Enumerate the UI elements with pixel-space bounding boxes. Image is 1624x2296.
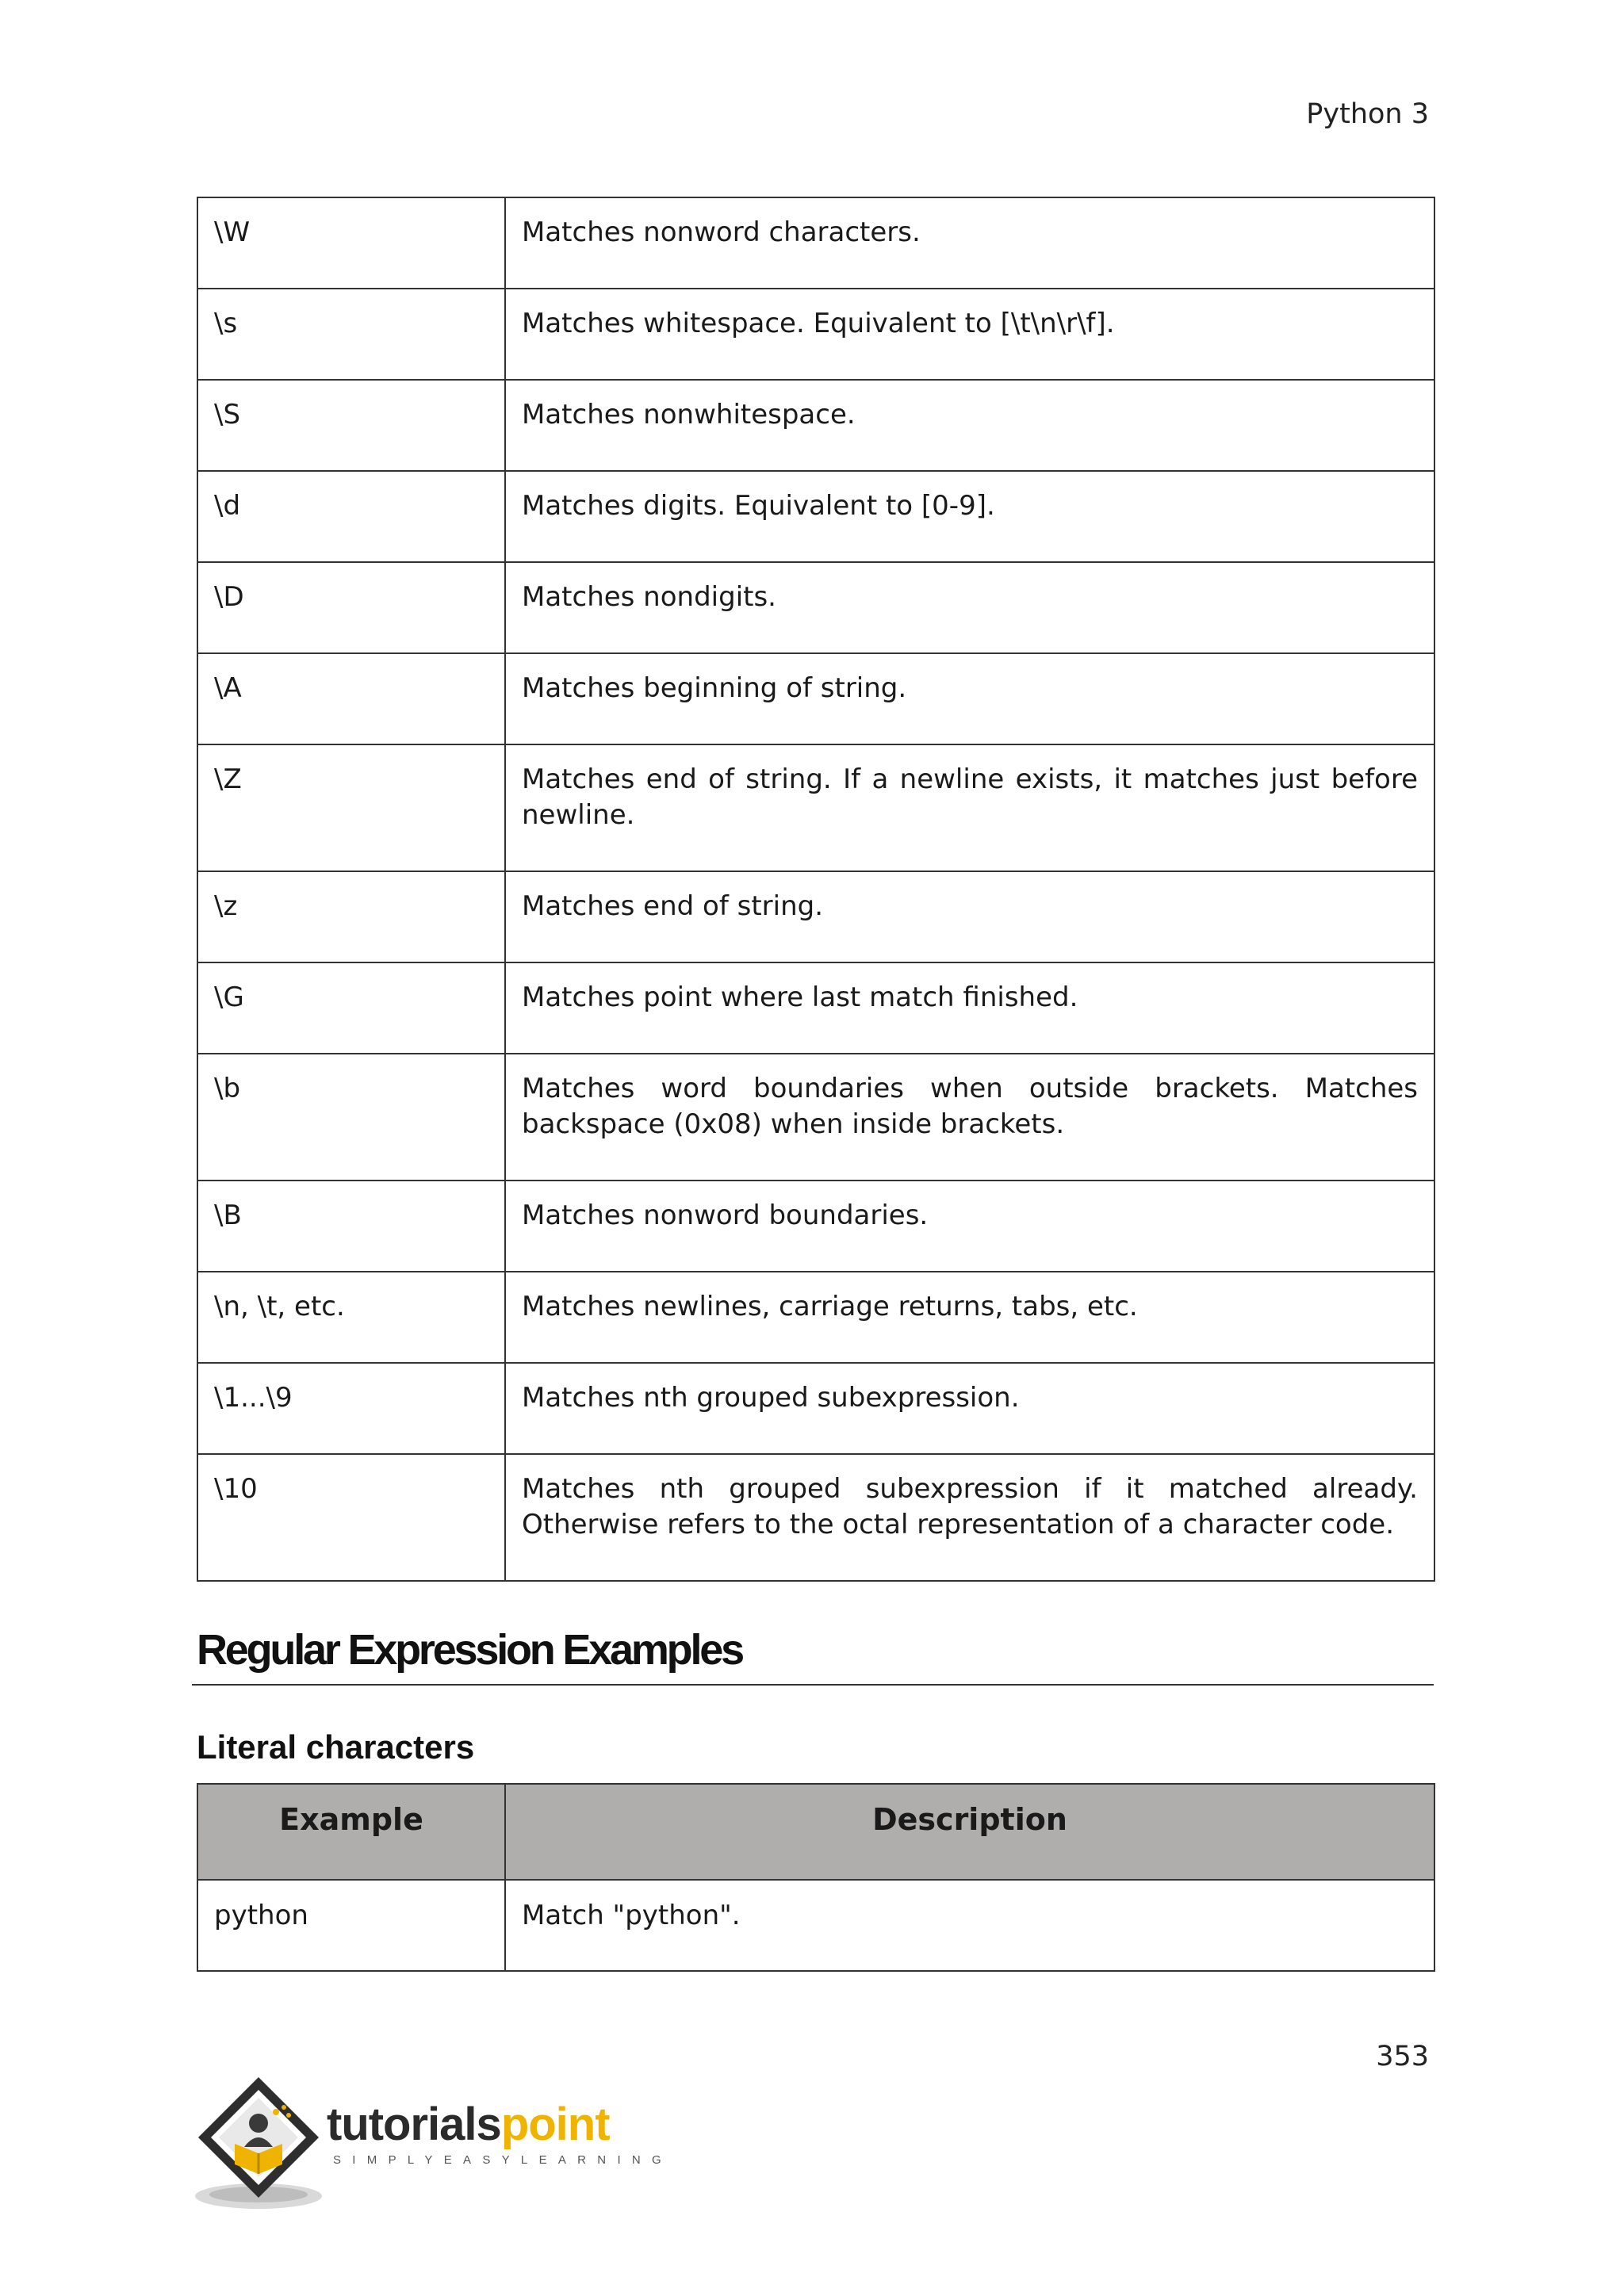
description-cell: Matches whitespace. Equivalent to [\t\n\r\f]. <box>505 289 1434 380</box>
table-row <box>197 380 1434 471</box>
description-cell: Matches nonword boundaries. <box>505 1181 1434 1272</box>
table-row <box>197 653 1434 744</box>
table-row <box>197 744 1434 871</box>
pattern-cell: \10 <box>197 1454 505 1581</box>
description-cell: Matches nonword characters. <box>505 197 1434 289</box>
description-cell: Matches nondigits. <box>505 562 1434 653</box>
pattern-cell: \B <box>197 1181 505 1272</box>
pattern-cell: \n, \t, etc. <box>197 1272 505 1363</box>
literal-characters-table <box>197 1783 1435 1972</box>
table-row <box>197 1181 1434 1272</box>
column-header-description: Description <box>505 1784 1434 1880</box>
description-cell: Matches nth grouped subexpression if it matched already. Otherwise refers to the octal representation of a character code. <box>505 1454 1434 1581</box>
subsection-heading: Literal characters <box>197 1728 475 1766</box>
logo-wordmark <box>327 2101 610 2149</box>
pattern-cell: \s <box>197 289 505 380</box>
logo-word-tutorials: tutorials <box>327 2099 501 2150</box>
description-cell: Matches nth grouped subexpression. <box>505 1363 1434 1454</box>
example-cell: python <box>197 1880 505 1971</box>
pattern-cell: \d <box>197 471 505 562</box>
table-row <box>197 962 1434 1054</box>
table-row <box>197 1272 1434 1363</box>
table-row <box>197 1363 1434 1454</box>
description-cell: Matches word boundaries when outside brackets. Matches backspace (0x08) when inside brackets. <box>505 1054 1434 1181</box>
table-row <box>197 289 1434 380</box>
table-row <box>197 1054 1434 1181</box>
logo-emblem-icon <box>193 2071 344 2214</box>
description-cell: Matches digits. Equivalent to [0-9]. <box>505 471 1434 562</box>
logo-tagline: SIMPLYEASYLEARNING <box>333 2153 673 2167</box>
column-header-example: Example <box>197 1784 505 1880</box>
tutorialspoint-logo <box>193 2071 673 2214</box>
table-row <box>197 197 1434 289</box>
description-cell: Matches nonwhitespace. <box>505 380 1434 471</box>
pattern-cell: \A <box>197 653 505 744</box>
pattern-cell: \W <box>197 197 505 289</box>
table-row <box>197 562 1434 653</box>
pattern-cell: \G <box>197 962 505 1054</box>
table-row <box>197 471 1434 562</box>
description-cell: Match "python". <box>505 1880 1434 1971</box>
description-cell: Matches newlines, carriage returns, tabs, etc. <box>505 1272 1434 1363</box>
description-cell: Matches end of string. If a newline exists, it matches just before newline. <box>505 744 1434 871</box>
description-cell: Matches end of string. <box>505 871 1434 962</box>
table-row <box>197 871 1434 962</box>
pattern-cell: \D <box>197 562 505 653</box>
page-number: 353 <box>1376 2041 1429 2072</box>
table-row <box>197 1880 1434 1971</box>
description-cell: Matches beginning of string. <box>505 653 1434 744</box>
pattern-cell: \b <box>197 1054 505 1181</box>
section-heading: Regular Expression Examples <box>197 1626 742 1674</box>
table-row <box>197 1454 1434 1581</box>
section-divider <box>192 1684 1434 1686</box>
pattern-cell: \S <box>197 380 505 471</box>
table-header-row <box>197 1784 1434 1880</box>
pattern-cell: \Z <box>197 744 505 871</box>
pattern-cell: \z <box>197 871 505 962</box>
special-sequences-table <box>197 197 1435 1582</box>
running-header: Python 3 <box>1306 98 1429 130</box>
pattern-cell: \1...\9 <box>197 1363 505 1454</box>
logo-word-point: point <box>500 2099 610 2150</box>
description-cell: Matches point where last match finished. <box>505 962 1434 1054</box>
